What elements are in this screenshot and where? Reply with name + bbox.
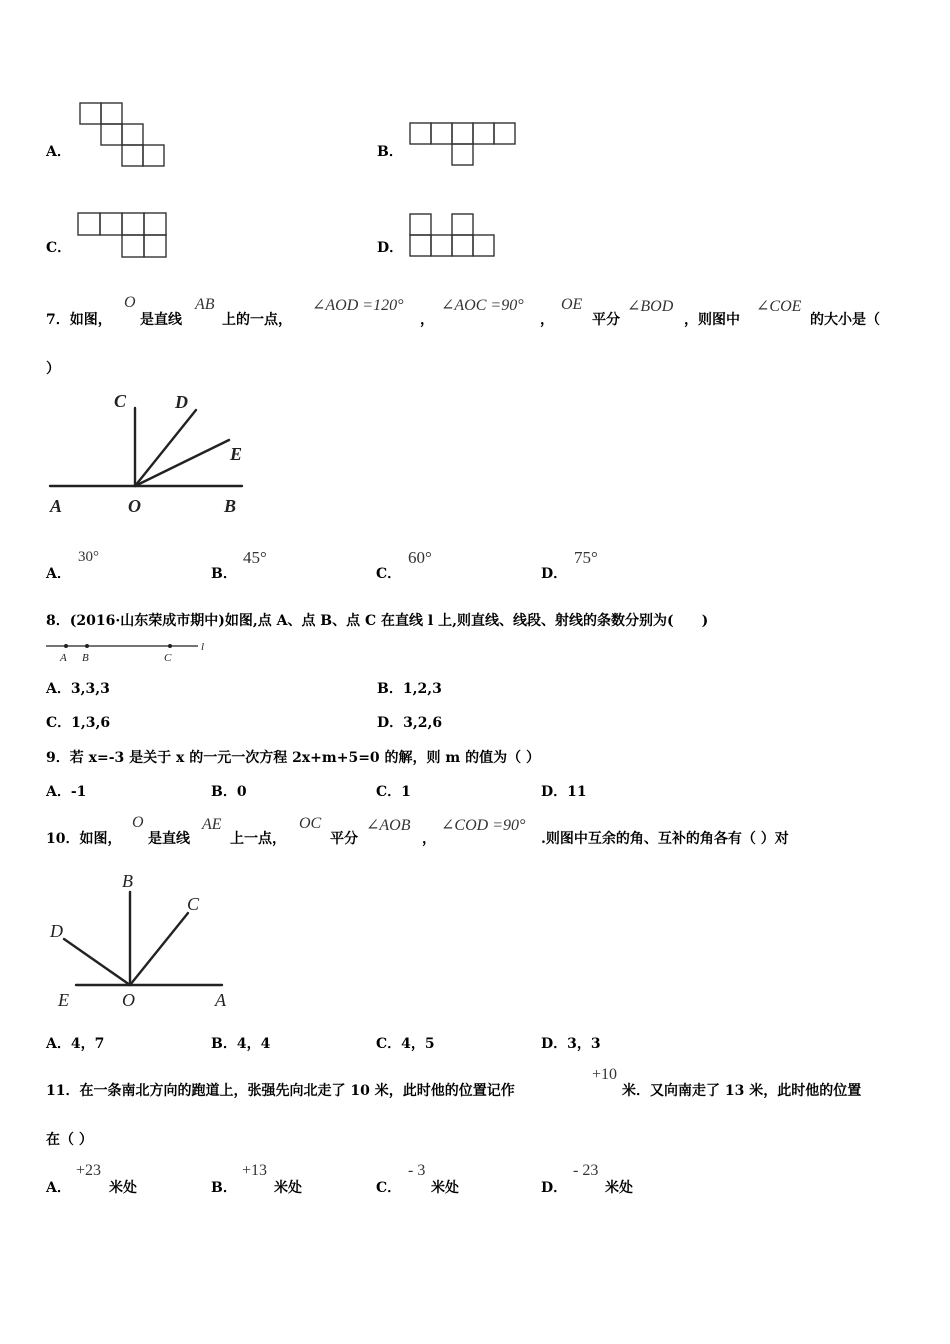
q8-option-a[interactable]: A．3,3,3 [46, 681, 110, 697]
label-c: C [187, 894, 200, 914]
q7-line-ab: AB [195, 296, 215, 313]
label-a: A [50, 496, 63, 516]
q6-option-b-label[interactable]: B． [377, 144, 403, 160]
q10-point-o: O [132, 814, 144, 831]
q10-text-4: .则图中互余的角、互补的角各有（ ）对 [541, 831, 789, 847]
q7-option-d-value[interactable]: 75° [574, 548, 598, 567]
q11-line-2: 在（ ） [46, 1132, 93, 1148]
q10-text-1: 是直线 [148, 831, 190, 847]
q11-text-1: 11．在一条南北方向的跑道上，张强先向北走了 10 米，此时他的位置记作 [46, 1083, 515, 1099]
q10-text-3: 平分 [330, 831, 358, 847]
label-o: O [122, 990, 135, 1010]
cell [122, 124, 143, 145]
q7-angle-coe: ∠COE [756, 298, 802, 315]
q10-text-2: 上一点， [230, 831, 286, 847]
q11-option-a-value[interactable]: +23 [76, 1162, 102, 1179]
q10-option-b[interactable]: B．4，4 [211, 1036, 271, 1052]
q7-option-a-value[interactable]: 30° [78, 549, 99, 565]
q11-option-b-unit: 米处 [274, 1180, 302, 1196]
cell [143, 145, 164, 166]
q8-figure [44, 638, 214, 666]
q7-option-c-value[interactable]: 60° [408, 548, 432, 567]
ray-od [64, 939, 130, 985]
cell [101, 103, 122, 124]
q7-option-d-label[interactable]: D． [541, 566, 568, 582]
label-a: A [60, 652, 67, 664]
q11-option-a-label[interactable]: A． [46, 1180, 71, 1196]
q8-option-d[interactable]: D．3,2,6 [377, 715, 443, 731]
label-e: E [58, 990, 69, 1010]
q9-option-b[interactable]: B．0 [211, 784, 247, 800]
q9-option-c[interactable]: C．1 [376, 784, 411, 800]
cell [101, 124, 122, 145]
q11-option-b-value[interactable]: +13 [242, 1162, 268, 1179]
q10-line-ae: AE [202, 816, 222, 833]
q10-comma: ， [422, 831, 436, 847]
q11-option-c-unit: 米处 [431, 1180, 459, 1196]
q7-text-3: 平分 [592, 312, 620, 328]
ray-oe [135, 440, 229, 486]
q11-option-b-label[interactable]: B． [211, 1180, 237, 1196]
q7-figure [44, 388, 249, 516]
q6-figure-b [408, 120, 522, 170]
q7-close-paren: ） [46, 361, 60, 377]
q7-comma-1: ， [420, 312, 434, 328]
label-d: D [175, 392, 188, 412]
q7-prefix: 7．如图， [46, 312, 112, 328]
label-c: C [114, 391, 127, 411]
label-e: E [230, 444, 243, 464]
q9-option-a[interactable]: A．-1 [46, 784, 87, 800]
q8-option-c[interactable]: C．1,3,6 [46, 715, 111, 731]
label-o: O [128, 496, 141, 516]
q6-option-c-label[interactable]: C． [46, 240, 72, 256]
label-l: l [201, 641, 205, 653]
q7-option-b-value[interactable]: 45° [243, 548, 267, 567]
q10-option-c[interactable]: C．4，5 [376, 1036, 435, 1052]
point-b [85, 644, 89, 648]
cell [80, 103, 101, 124]
q9-option-d[interactable]: D．11 [541, 784, 587, 800]
q11-option-a-unit: 米处 [109, 1180, 137, 1196]
label-d: D [50, 921, 63, 941]
q10-angle-cod: ∠COD =90° [441, 817, 526, 834]
q11-option-c-value[interactable]: - 3 [408, 1162, 426, 1179]
q7-option-b-label[interactable]: B． [211, 566, 237, 582]
q7-angle-aoc: ∠AOC =90° [441, 297, 524, 314]
q8-question: 8．(2016·山东荣成市期中)如图,点 A、点 B、点 C 在直线 l 上,则直线、线段、射线的条数分别为( ) [46, 613, 709, 629]
q11-option-d-value[interactable]: - 23 [573, 1162, 599, 1179]
q8-option-b[interactable]: B．1,2,3 [377, 681, 442, 697]
q6-option-a-label[interactable]: A． [46, 144, 71, 160]
q7-comma-2: ， [540, 312, 554, 328]
q6-figure-a [78, 100, 170, 170]
q6-figure-c [76, 210, 171, 260]
q11-text-2: 米．又向南走了 13 米，此时他的位置 [622, 1083, 862, 1099]
q7-text-4: ，则图中 [684, 312, 740, 328]
q6-figure-d [408, 211, 503, 261]
q10-prefix: 10．如图， [46, 831, 122, 847]
point-a [64, 644, 68, 648]
q9-question: 9．若 x=-3 是关于 x 的一元一次方程 2x+m+5=0 的解，则 m 的值为（ ） [46, 750, 540, 766]
label-c: C [164, 652, 172, 664]
q10-ray-oc: OC [299, 815, 322, 832]
label-a: A [215, 990, 226, 1010]
q11-option-d-label[interactable]: D． [541, 1180, 568, 1196]
point-c [168, 644, 172, 648]
label-b: B [224, 496, 237, 516]
q11-plus-10: +10 [592, 1066, 618, 1083]
q7-option-a-label[interactable]: A． [46, 566, 71, 582]
q6-option-d-label[interactable]: D． [377, 240, 404, 256]
label-b: B [122, 871, 133, 891]
q10-angle-aob: ∠AOB [366, 817, 411, 834]
q7-angle-aod: ∠AOD =120° [312, 297, 404, 314]
ray-od [135, 410, 196, 486]
q10-figure [44, 868, 244, 1013]
q11-option-c-label[interactable]: C． [376, 1180, 402, 1196]
label-b: B [82, 652, 89, 664]
q11-option-d-unit: 米处 [605, 1180, 633, 1196]
ray-oc [130, 913, 188, 985]
q10-option-d[interactable]: D．3，3 [541, 1036, 601, 1052]
cell [122, 145, 143, 166]
q7-point-o: O [124, 294, 136, 311]
q7-text-1: 是直线 [140, 312, 182, 328]
q7-text-5: 的大小是（ [810, 312, 880, 328]
q7-angle-bod: ∠BOD [627, 298, 674, 315]
q7-ray-oe: OE [561, 296, 583, 313]
q10-option-a[interactable]: A．4，7 [46, 1036, 105, 1052]
q7-text-2: 上的一点， [222, 312, 292, 328]
q7-option-c-label[interactable]: C． [376, 566, 402, 582]
